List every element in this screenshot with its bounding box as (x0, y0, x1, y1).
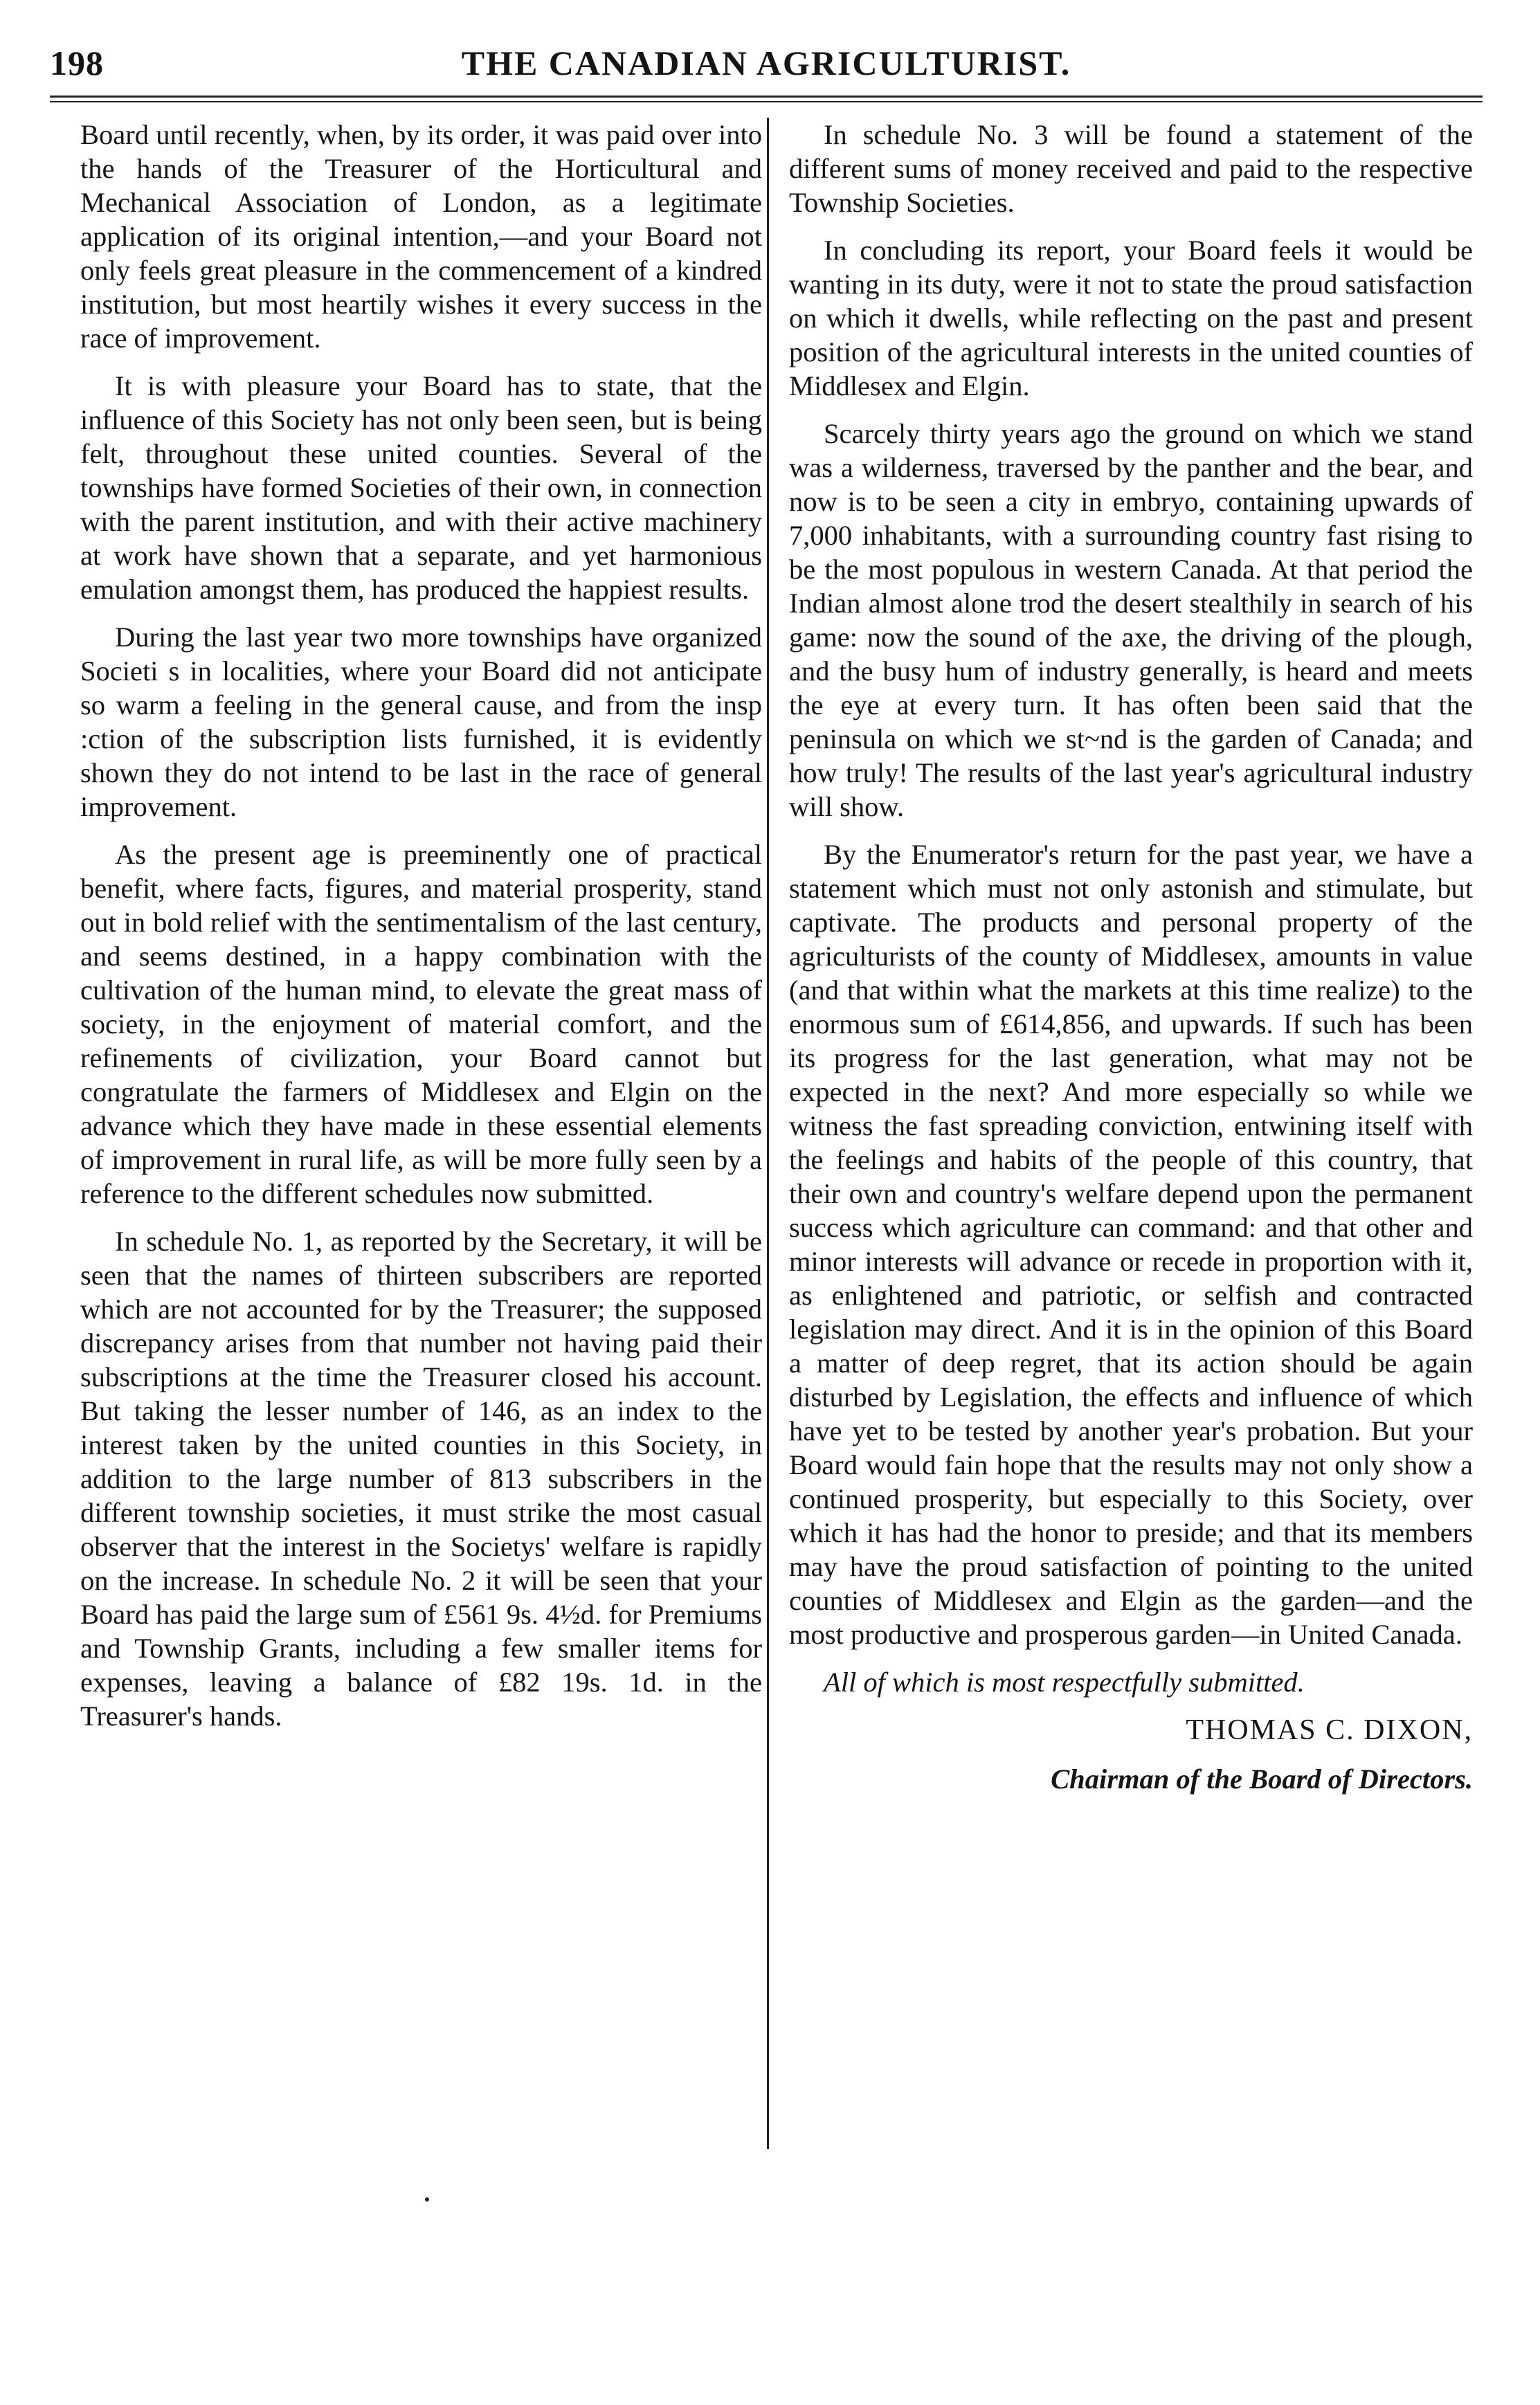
paragraph: In schedule No. 3 will be found a statement of the different sums of money received and paid to the respective Township Societies. (789, 119, 1473, 218)
left-column (80, 118, 762, 1747)
paragraph: As the present age is preeminently one of practical benefit, where facts, figures, and material prosperity, stand out in bold relief with the sentimentalism of the last century, and seems destined, in a happy combination with the cultivation of the human mind, to elevate the great mass of society, in the enjoyment of material comfort, and the refinements of civilization, your Board cannot but congratulate the farmers of Middlesex and Elgin on the advance which they have made in these essential elements of improvement in rural life, as will be more fully seen by a reference to the different schedules now submitted. (80, 839, 762, 1209)
paragraph: It is with pleasure your Board has to state, that the influence of this Society has not only been seen, but is being felt, throughout these united counties. Several of the townships have formed Societies of their own, in connection with the parent institution, and with their active machinery at work have shown that a separate, and yet harmonious emulation amongst them, has produced the happiest results. (80, 370, 762, 605)
column-divider (767, 118, 769, 2149)
page-header (50, 43, 1483, 87)
paragraph: In concluding its report, your Board feels it would be wanting in its duty, were it not to state the proud satisfaction on which it dwells, while reflecting on the past and present position of the agricultural interests in the united counties of Middlesex and Elgin. (789, 235, 1473, 401)
signatory-name: THOMAS C. DIXON, (1186, 1714, 1473, 1746)
paragraph: In schedule No. 1, as reported by the Secretary, it will be seen that the names of thirteen subscribers are reported which are not accounted for by the Treasurer; the supposed discrepancy arises from that number not having paid their subscriptions at the time the Treasurer closed his account. But taking the lesser number of 146, as an index to the interest taken by the united counties in this Society, in addition to the large number of 813 subscribers in the different township societies, it must strike the most casual observer that the interest in the Societys' welfare is rapidly on the increase. In schedule No. 2 it will be seen that your Board has paid the large sum of £561 9s. 4½d. for Premiums and Township Grants, including a few smaller items for expenses, leaving a balance of £82 19s. 1d. in the Treasurer's hands. (80, 1226, 762, 1732)
running-head: THE CANADIAN AGRICULTURIST. (461, 44, 1071, 82)
ink-speck (425, 2197, 429, 2202)
right-column (789, 118, 1473, 1810)
header-rule (50, 96, 1483, 98)
paragraph: By the Enumerator's return for the past year, we have a statement which must not only astonish and stimulate, but captivate. The products and personal property of the agriculturists of the county of Middlesex, amounts in value (and that within what the markets at this time realize) to the enormous sum of £614,856, and upwards. If such has been its progress for the last generation, what may not be expected in the next? And more especially so while we witness the fast spreading conviction, entwining itself with the feelings and habits of the people of this country, that their own and country's welfare depend upon the permanent success which agriculture can command: and that other and minor interests will advance or recede in proportion with it, as enlightened and patriotic, or selfish and contracted legislation may direct. And it is in the opinion of this Board a matter of deep regret, that its action should be again disturbed by Legislation, the effects and influence of which have yet to be tested by another year's probation. But your Board would fain hope that the results may not only show a continued prosperity, but especially to this Society, over which it has had the honor to preside; and that its members may have the proud satisfaction of pointing to the united counties of Middlesex and Elgin as the garden—and the most productive and prosperous garden—in United Canada. (789, 839, 1473, 1650)
paragraph: Board until recently, when, by its order, it was paid over into the hands of the Treasurer of the Horticultural and Mechanical Association of London, as a legitimate application of its original intention,—and your Board not only feels great pleasure in the commencement of a kindred institution, but most heartily wishes it every success in the race of improvement. (80, 119, 762, 354)
header-rule-secondary (50, 101, 1483, 102)
closing-statement: All of which is most respectfully submitted. (824, 1667, 1305, 1698)
paragraph: Scarcely thirty years ago the ground on which we stand was a wilderness, traversed by the panther and the bear, and now is to be seen a city in embryo, containing upwards of 7,000 inhabitants, with a surrounding country fast rising to be the most populous in western Canada. At that period the Indian almost alone trod the desert stealthily in search of his game: now the sound of the axe, the driving of the plough, and the busy hum of industry generally, is heard and meets the eye at every turn. It has often been said that the peninsula on which we st~nd is the garden of Canada; and how truly! The results of the last year's agricultural industry will show. (789, 418, 1473, 822)
signatory-title: Chairman of the Board of Directors. (1051, 1763, 1473, 1795)
paragraph: During the last year two more townships have organized Societi s in localities, where your Board did not anticipate so warm a feeling in the general cause, and from the insp :ction of the subscription lists furnished, it is evidently shown they do not intend to be last in the race of general improvement. (80, 621, 762, 822)
page-number: 198 (50, 44, 104, 82)
